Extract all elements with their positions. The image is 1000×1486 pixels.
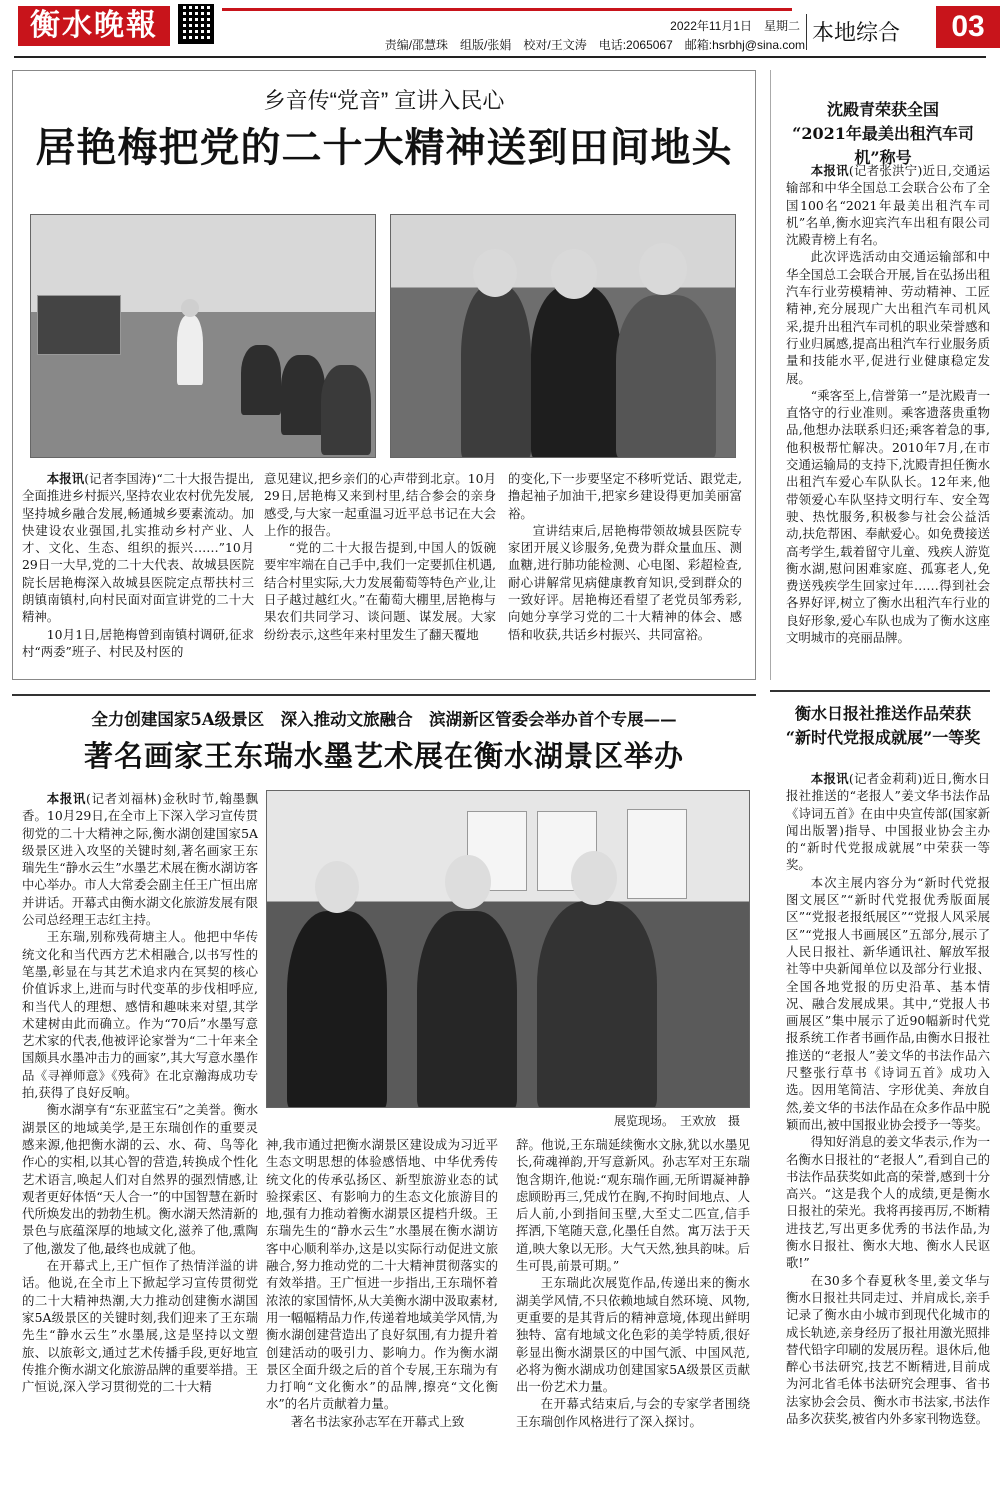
side1-body xyxy=(786,162,990,646)
audience-figure xyxy=(281,355,325,435)
art2-paragraph: 著名书法家孙志军在开幕式上致 xyxy=(290,1413,465,1429)
art2-paragraph: 王东瑞此次展览作品,传递出来的衡水湖美学风情,不只依赖地域自然环境、风物,更重要的是其背后的精神意境,体现出鲜明独特、富有地域文化色彩的美学特质,很好彰显出衡水湖景区的中国气派、中国风范,必将为衡水湖成功创建国家5A级景区贡献出一份艺术力量。 xyxy=(516,1275,750,1395)
person-figure xyxy=(616,295,716,458)
dateline-bold: 本报讯 xyxy=(810,163,849,178)
side2-paragraph: 得知好消息的姜文华表示,作为一名衡水日报社的“老报人”,看到自己的书法作品获奖如此高的荣誉,感到十分高兴。“这是我个人的成绩,更是衡水日报社的荣光。我将再接再厉,不断精进技艺,写出更多优秀的书法作品,为衡水日报社、衡水大地、衡水人民讴歌!” xyxy=(786,1134,990,1271)
person-head xyxy=(639,243,687,295)
tv-screen xyxy=(37,295,121,355)
speaker-head xyxy=(181,299,199,317)
art2-headline: 著名画家王东瑞水墨艺术展在衡水湖景区举办 xyxy=(83,739,684,773)
side1-paragraph xyxy=(786,162,990,248)
artwork-frame xyxy=(627,809,687,899)
side1-headline xyxy=(780,98,986,170)
qr-code-icon xyxy=(178,4,214,44)
masthead-divider xyxy=(806,14,807,50)
art2-paragraph: 衡水湖享有“东亚蓝宝石”之美誉。衡水湖景区的地域美学,是王东瑞创作的重要灵感来源,他把衡水湖的云、水、荷、鸟等化作心的实相,以其心智的营造,转换成个性化艺术语言,唤起人们对自然界的强烈情感,让观者更好体悟“天人合一”的中国智慧在新时代所焕发出的勃勃生机。衡水湖天然清新的景色与底蕴深厚的地域文化,滋养了他,熏陶了他,激发了他,最终也成就了他。 xyxy=(22,1102,258,1256)
sidebar-divider xyxy=(770,690,990,692)
lead-column-1 xyxy=(22,470,254,660)
speaker-figure xyxy=(177,315,203,385)
masthead-rule xyxy=(222,8,792,11)
art2-column-2 xyxy=(266,1136,498,1430)
side2-paragraph xyxy=(786,770,990,874)
art2-paragraph: 辞。他说,王东瑞延续衡水文脉,犹以水墨见长,荷魂禅韵,开写意新风。孙志军对王东瑞饱含期许,他说:“观东瑞作画,无所谓凝神静虑顾盼再三,凭成竹在胸,不拘时间地点、人后人前,小到指间玉壁,大至丈二匹宣,信手挥洒,下笔随天意,化墨任自然。寓万法于天道,映大象以无形。大气天然,独具韵味。后生可畏,前景可期。” xyxy=(516,1137,750,1274)
lead-headline: 居艳梅把党的二十大精神送到田间地头 xyxy=(35,126,733,170)
lead-paragraph: 意见建议,把乡亲们的心声带到北京。10月29日,居艳梅又来到村里,结合参会的亲身感受,与大家一起重温习近平总书记在大会上作的报告。 xyxy=(264,471,496,538)
lead-column-2 xyxy=(264,470,496,643)
dateline-bold: 本报讯 xyxy=(810,771,849,786)
header-rule xyxy=(14,56,986,58)
side2-headline xyxy=(780,702,986,750)
art2-text: (记者刘福林)金秋时节,翰墨飘香。10月29日,在全市上下深入学习宣传贯彻党的二十大精神之际,衡水湖创建国家5A级景区进入攻坚的关键时刻,著名画家王东瑞先生“静水云生”水墨艺术展在衡水湖访客中心举办。市人大常委会副主任王广恒出席并讲话。开幕式由衡水湖文化旅游发展有限公司总经理王志红主持。 xyxy=(22,791,259,928)
lead-paragraph: 的变化,下一步要坚定不移听党话、跟党走,撸起袖子加油干,把家乡建设得更加美丽富裕。 xyxy=(508,471,742,521)
person-head xyxy=(551,249,597,299)
photo-grape-greenhouse xyxy=(390,214,736,458)
section-name: 本地综合 xyxy=(812,20,901,45)
art2-paragraph: 神,我市通过把衡水湖景区建设成为习近平生态文明思想的体验感悟地、中华优秀传统文化的传承弘扬区、新型旅游业态的试验探索区、有影响力的生态文化旅游目的地,强有力推动着衡水湖景区提档升级。王东瑞先生的“静水云生”水墨展在衡水湖访客中心顺利举办,这是以实际行动促进文旅融合,努力推动党的二十大精神贯彻落实的有效举措。王广恒进一步指出,王东瑞怀着浓浓的家国情怀,从大美衡水湖中汲取素材,用一幅幅精品力作,传递着地域美学风情,为衡水湖创建营造出了良好氛围,有力提升着创建活动的吸引力、影响力。作为衡水湖景区全面升级之后的首个专展,王东瑞为有力打响“文化衡水”的品牌,擦亮“文化衡水”的名片贡献着力量。 xyxy=(266,1137,498,1412)
side1-paragraph: “乘客至上,信誉第一”是沈殿青一直恪守的行业准则。乘客遗落贵重物品,他想办法联系归还;乘客着急的事,他积极帮忙解决。2010年7月,在市交通运输局的支持下,沈殿青担任衡水出租汽车爱心车队队长。12年来,他带领爱心车队坚持文明行车、安全驾驶、热忱服务,积极参与社会公益活动,扶危帮困、奉献爱心。如免费接送高考学生,载着留守儿童、残疾人游览衡水湖,慰问困难家庭、孤寡老人,免费送残疾学生回家过年……得到社会各界好评,树立了衡水出租汽车行业的良好形象,爱心车队也成为了衡水这座文明城市的亮丽品牌。 xyxy=(786,387,990,646)
visitor-head xyxy=(445,855,491,909)
visitor-head xyxy=(315,861,359,913)
visitor-figure xyxy=(417,911,517,1108)
side2-body xyxy=(786,770,990,1427)
page-number: 03 xyxy=(936,6,1000,48)
audience-figure xyxy=(241,345,281,415)
art2-paragraph xyxy=(22,790,258,928)
photo-caption: 展览现场。 王欢放 摄 xyxy=(613,1114,740,1128)
photo-exhibition xyxy=(266,790,750,1108)
art2-paragraph: 在开幕式上,王广恒作了热情洋溢的讲话。他说,在全市上下掀起学习宣传贯彻党的二十大精神热潮,大力推动创建衡水湖国家5A级景区的关键时刻,我们迎来了王东瑞先生“静水云生”水墨展,这是坚持以文塑旅、以旅彰文,通过艺术传播手段,更好地宣传推介衡水湖文化旅游品牌的重要举措。王广恒说,深入学习贯彻党的二十大精 xyxy=(22,1258,258,1395)
lead-paragraph: “党的二十大报告提到,中国人的饭碗要牢牢端在自己手中,我们一定要抓住机遇,结合村里实际,大力发展葡萄等特色产业,让日子越过越红火。”在葡萄大棚里,居艳梅与果农们共同学习、谈问题、谋发展。大家纷纷表示,这些年来村里发生了翻天覆地 xyxy=(264,540,496,642)
lead-paragraph: 宣讲结束后,居艳梅带领故城县医院专家团开展义诊服务,免费为群众量血压、测血糖,进行肺功能检测、心电图、彩超检查,耐心讲解常见病健康教育知识,受到群众的一致好评。居艳梅还看望了老党员邹秀彩,向她分享学习党的二十大精神的体会、感悟和收获,共话乡村振兴、共同富裕。 xyxy=(508,522,742,642)
photo-lecture-room xyxy=(30,214,376,458)
side2-title-line: 衡水日报社推送作品荣获 xyxy=(794,704,971,723)
dateline-bold: 本报讯 xyxy=(46,471,85,486)
side2-paragraph: 在30多个春夏秋冬里,姜文华与衡水日报社共同走过、并肩成长,亲手记录了衡水由小城市到现代化城市的成长轨迹,亲身经历了报社用激光照排替代铅字印刷的发展历程。退休后,他醉心书法研究,技艺不断精进,目前成为河北省毛体书法研究会理事、省书法家协会会员、衡水市书法家,书法作品多次获奖,被省内外多家刊物选登。 xyxy=(786,1272,990,1426)
lead-paragraph: 10月1日,居艳梅曾到南镇村调研,征求村“两委”班子、村民及村医的 xyxy=(22,626,254,659)
side2-paragraph: 本次主展内容分为“新时代党报图文展区”“新时代党报优秀版面展区”“党报老报纸展区”“党报人风采展区”“党报人书画展区”五部分,展示了人民日报社、新华通讯社、解放军报社等中央新闻单位以及部分行业报、全国各地党报的历史沿革、基本情况、融合发展成果。其中,“党报人书画展区”集中展示了近90幅新时代党报系统工作者书画作品,由衡水日报社推送的“老报人”姜文华的书法作品六尺整张行草书《诗词五首》成功入选。因用笔简洁、字形优美、奔放自然,姜文华的书法作品在众多作品中脱颖而出,被中国报业协会授予一等奖。 xyxy=(786,874,990,1132)
lead-paragraph xyxy=(22,470,254,626)
newspaper-logo: 衡水晚報 xyxy=(18,6,170,46)
lead-text: (记者李国涛)“二十大报告提出,全面推进乡村振兴,坚持农业农村优先发展,坚持城乡融合发展,畅通城乡要素流动。加快建设农业强国,扎实推动乡村产业、人才、文化、生态、组织的振兴……”10月29日一大早,党的二十大代表、故城县医院院长居艳梅深入故城县医院定点帮扶村三朗镇南镇村,向村民面对面宣讲党的二十大精神。 xyxy=(22,471,254,625)
dateline-bold: 本报讯 xyxy=(46,791,87,806)
lead-kicker: 乡音传“党音” 宣讲入民心 xyxy=(263,88,505,113)
side1-title-line: “2021年最美出租汽车司机”称号 xyxy=(792,124,974,167)
visitor-head xyxy=(571,851,617,905)
side2-text: (记者金莉莉)近日,衡水日报社推送的“老报人”姜文华书法作品《诗词五首》在由中央宣传部(国家新闻出版署)指导、中国报业协会主办的“新时代党报成就展”中荣获一等奖。 xyxy=(786,771,991,873)
person-head xyxy=(473,249,517,297)
editorial-staff-line: 责编/邵慧珠 组版/张娟 校对/王文涛 电话:2065067 邮箱:hsrbhj@sina.com xyxy=(384,38,805,52)
side1-paragraph: 此次评选活动由交通运输部和中华全国总工会联合开展,旨在弘扬出租汽车行业劳模精神、劳动精神、工匠精神,充分展现广大出租汽车司机风采,提升出租汽车司机的职业荣誉感和行业归属感,提高出租汽车行业服务质量和技能水平,促进行业健康稳定发展。 xyxy=(786,249,990,386)
art2-paragraph: 在开幕式结束后,与会的专家学者围绕王东瑞创作风格进行了深入探讨。 xyxy=(516,1396,750,1429)
person-figure xyxy=(461,285,531,458)
visitor-figure xyxy=(287,911,387,1108)
audience-figure xyxy=(321,365,371,455)
art2-column-3 xyxy=(516,1136,750,1430)
art2-column-1 xyxy=(22,790,258,1395)
art2-paragraph: 王东瑞,别称残荷塘主人。他把中华传统文化和当代西方艺术相融合,以书写性的笔墨,彰显在与其艺术追求内在冥契的核心价值诉求上,进而与时代变革的步伐相呼应,和当代人的理想、感情和趣味来对望,其学术建树由此而确立。作为“70后”水墨写意艺术家的代表,他被评论家誉为“二十年来全国颇具水墨冲击力的画家”,其大写意水墨作品《寻禅师意》《残荷》在北京瀚海成功专拍,获得了良好反响。 xyxy=(22,929,258,1101)
person-figure xyxy=(531,285,621,458)
side1-title-line: 沈殿青荣获全国 xyxy=(826,100,939,119)
side2-title-line: “新时代党报成就展”一等奖 xyxy=(785,728,981,747)
visitor-figure xyxy=(537,901,657,1108)
issue-date: 2022年11月1日 星期二 xyxy=(670,19,800,33)
art2-kicker: 全力创建国家5A级景区 深入推动文旅融合 滨湖新区管委会举办首个专展—— xyxy=(91,710,677,729)
side1-text: (记者张洪宁)近日,交通运输部和中华全国总工会联合公布了全国100名“2021年最美出租汽车司机”名单,衡水迎宾汽车出租有限公司沈殿青榜上有名。 xyxy=(786,163,991,248)
article-divider xyxy=(12,694,756,696)
lead-column-3 xyxy=(508,470,742,643)
